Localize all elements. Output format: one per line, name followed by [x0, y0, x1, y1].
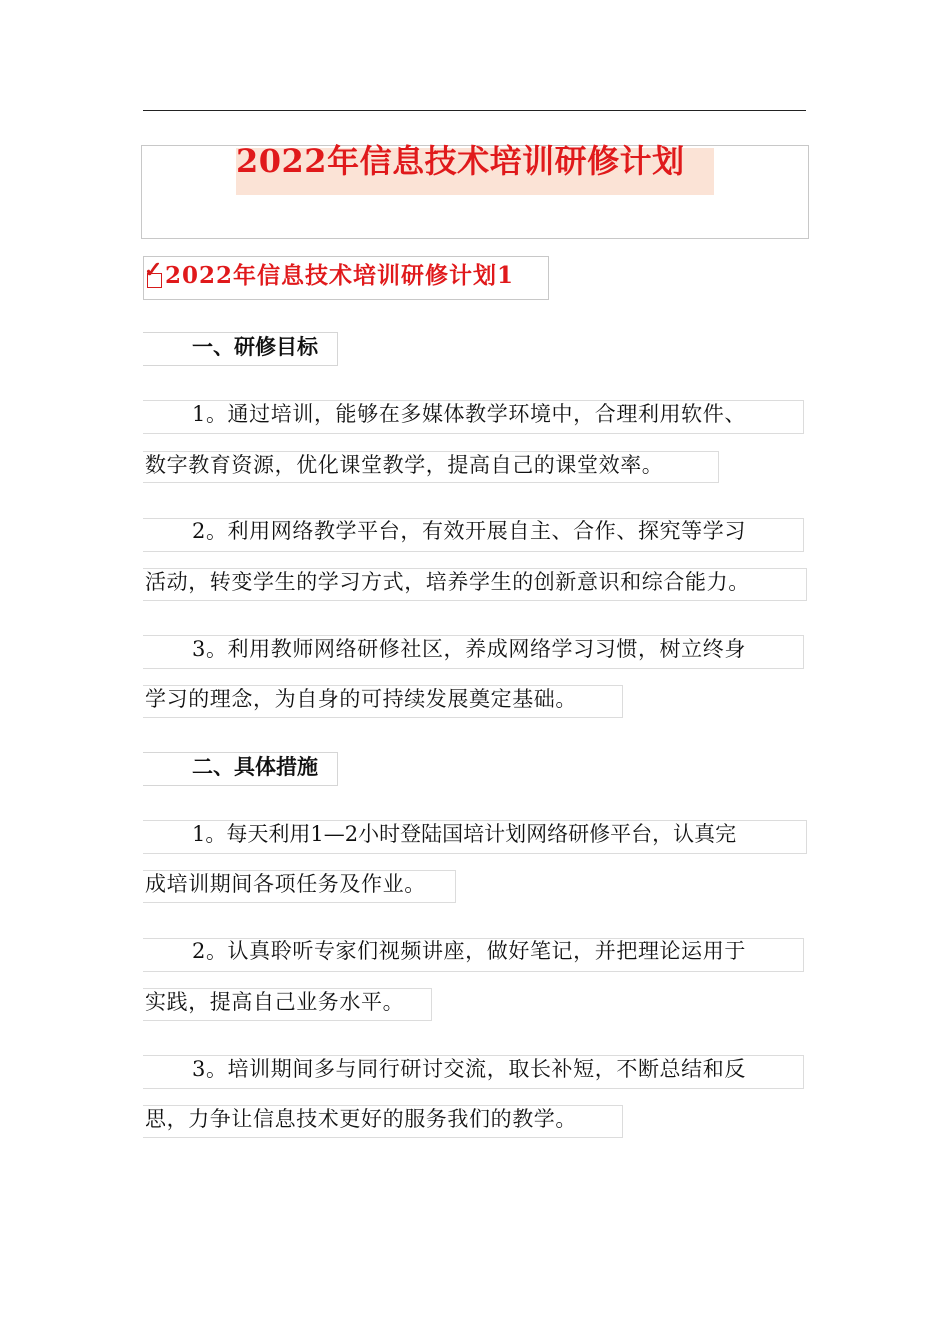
paragraph-line: 活动，转变学生的学习方式，培养学生的创新意识和综合能力。: [145, 570, 750, 594]
paragraph-line: 2。认真聆听专家们视频讲座，做好笔记，并把理论运用于: [192, 939, 746, 963]
paragraph-line: 学习的理念，为自身的可持续发展奠定基础。: [145, 687, 577, 711]
paragraph-line: 2。利用网络教学平台，有效开展自主、合作、探究等学习: [192, 519, 746, 543]
paragraph-line: 1。通过培训，能够在多媒体教学环境中，合理利用软件、: [192, 402, 746, 426]
paragraph-line: 3。利用教师网络研修社区，养成网络学习习惯，树立终身: [192, 637, 746, 661]
paragraph-line: 数字教育资源，优化课堂教学，提高自己的课堂效率。: [145, 453, 664, 477]
checkmark-icon: ✓: [144, 257, 163, 283]
document-title: 2022年信息技术培训研修计划: [236, 142, 685, 180]
paragraph-line: 成培训期间各项任务及作业。: [145, 872, 426, 896]
paragraph-line: 思，力争让信息技术更好的服务我们的教学。: [145, 1107, 577, 1131]
top-rule: [143, 110, 806, 111]
section-heading: 一、研修目标: [192, 334, 318, 359]
section-subtitle: 2022年信息技术培训研修计划1: [165, 262, 515, 289]
paragraph-line: 实践，提高自己业务水平。: [145, 990, 405, 1014]
paragraph-line: 1。每天利用1—2小时登陆国培计划网络研修平台，认真完: [192, 822, 737, 846]
section-heading: 二、具体措施: [192, 754, 318, 779]
paragraph-line: 3。培训期间多与同行研讨交流，取长补短，不断总结和反: [192, 1057, 746, 1081]
